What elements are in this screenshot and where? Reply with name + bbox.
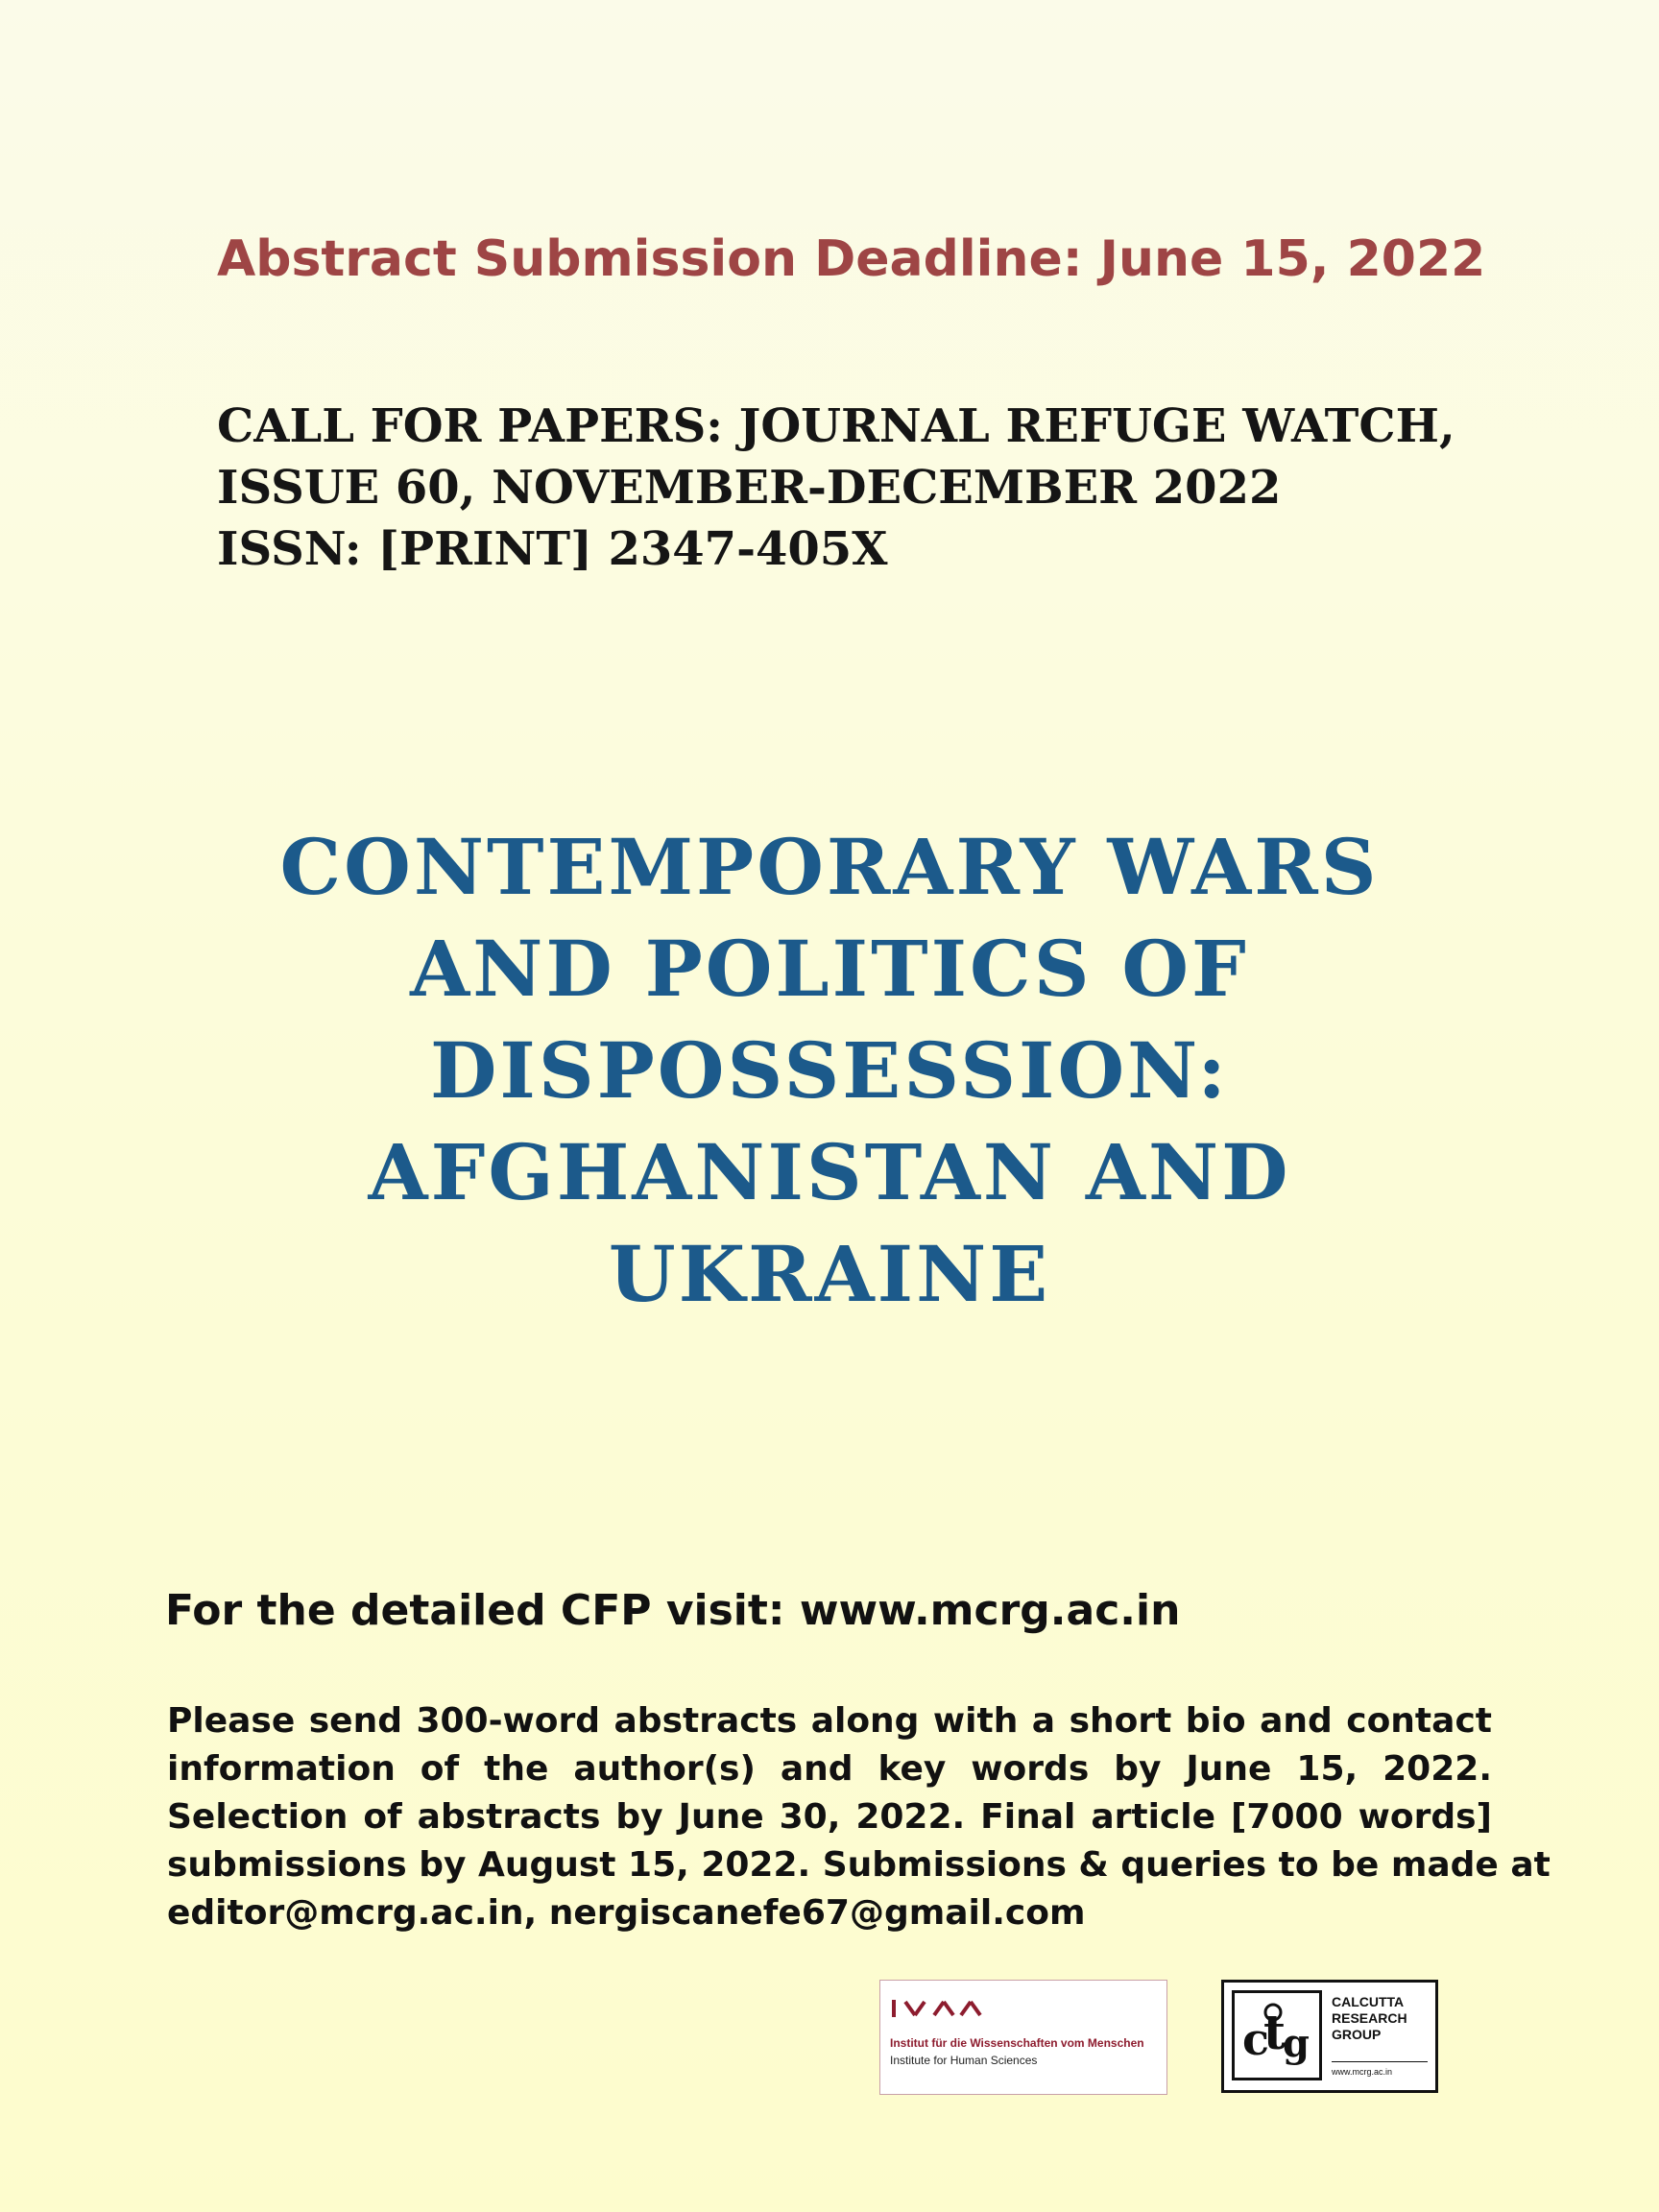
cfp-line: ISSN: [PRINT] 2347-405X bbox=[217, 522, 888, 576]
svg-text:t: t bbox=[1263, 2004, 1286, 2060]
cfp-line: CALL FOR PAPERS: JOURNAL REFUGE WATCH, bbox=[217, 399, 1455, 453]
title-line: AFGHANISTAN AND bbox=[368, 1127, 1291, 1217]
instructions-line: Selection of abstracts by June 30, 2022. Final article [7000 words] bbox=[167, 1797, 1492, 1837]
crg-url: www.mcrg.ac.in bbox=[1332, 2067, 1393, 2077]
deadline-heading: Abstract Submission Deadline: June 15, 2022 bbox=[217, 230, 1486, 288]
title-line: UKRAINE bbox=[608, 1229, 1051, 1319]
crg-name-line: RESEARCH bbox=[1332, 2010, 1407, 2026]
instructions-line: submissions by August 15, 2022. Submissions & queries to be made at bbox=[167, 1845, 1551, 1885]
svg-text:g: g bbox=[1283, 2021, 1310, 2066]
crg-name-line: GROUP bbox=[1332, 2027, 1382, 2042]
iwm-name-english: Institute for Human Sciences bbox=[890, 2054, 1038, 2067]
instructions-line: information of the author(s) and key words by June 15, 2022. bbox=[167, 1749, 1492, 1789]
title-line: AND POLITICS OF bbox=[410, 924, 1249, 1014]
crg-name-line: CALCUTTA bbox=[1332, 1994, 1405, 2009]
title-line: DISPOSSESSION: bbox=[430, 1025, 1229, 1116]
iwm-logo-mark-icon bbox=[890, 1996, 1005, 2023]
instructions-line: editor@mcrg.ac.in, nergiscanefe67@gmail.com bbox=[167, 1893, 1086, 1933]
iwm-logo bbox=[879, 1980, 1167, 2095]
call-for-papers-block bbox=[217, 396, 1455, 580]
iwm-name-german: Institut für die Wissenschaften vom Menschen bbox=[890, 2036, 1144, 2050]
issue-title bbox=[205, 816, 1454, 1325]
cfp-visit-link-text: For the detailed CFP visit: www.mcrg.ac.in bbox=[165, 1586, 1181, 1635]
cfp-line: ISSUE 60, NOVEMBER-DECEMBER 2022 bbox=[217, 461, 1282, 515]
title-line: CONTEMPORARY WARS bbox=[279, 822, 1380, 912]
instructions-line: Please send 300-word abstracts along with a short bio and contact bbox=[167, 1701, 1492, 1741]
crg-name bbox=[1332, 1994, 1407, 2043]
submission-instructions bbox=[167, 1697, 1551, 1937]
crg-emblem-icon bbox=[1232, 1990, 1322, 2080]
crg-divider bbox=[1332, 2061, 1428, 2062]
crg-logo bbox=[1221, 1980, 1438, 2093]
svg-text:c: c bbox=[1242, 2013, 1270, 2065]
